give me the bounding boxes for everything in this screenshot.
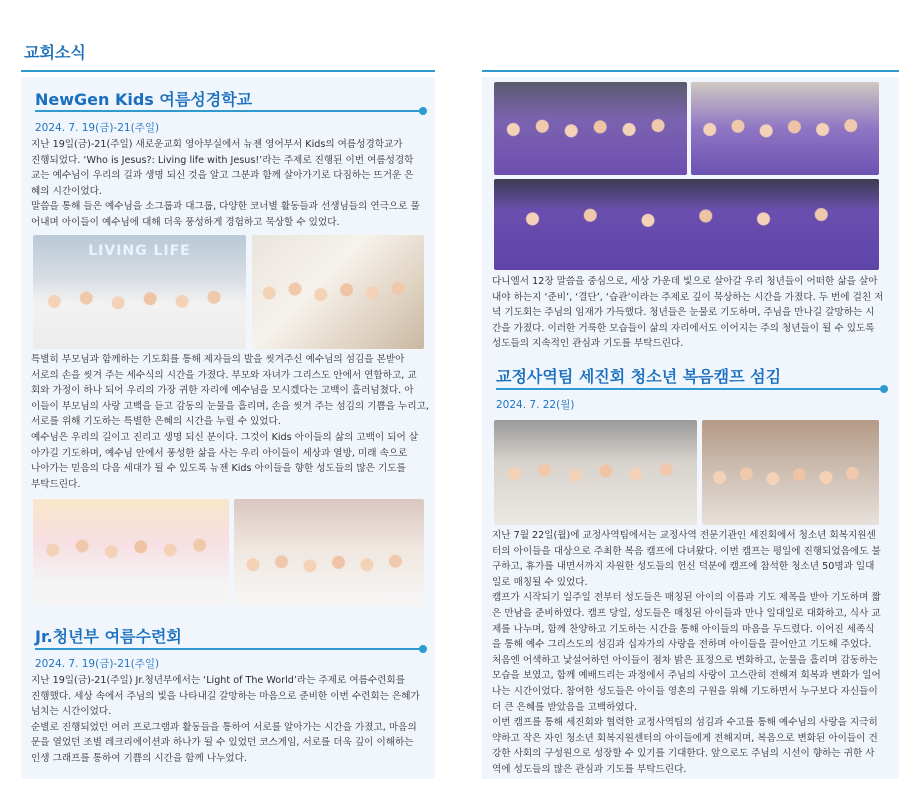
text-line: 강한 사회의 구성원으로 성장할 수 있기를 기대한다. 앞으로도 주님의 시선이 향하는 귀한 사	[492, 748, 875, 760]
camp-title-rule	[496, 388, 884, 390]
text-line: 을 통해 예수 그리스도의 섬김과 십자가의 사랑을 전하며 아이들을 끌어안고 기도해 주었다.	[492, 639, 872, 651]
youth-group-figures-1	[494, 110, 687, 175]
camp-group-figures	[494, 452, 697, 526]
text-line: 특별히 부모님과 함께하는 기도회를 통해 제자들의 발을 씻겨주신 예수님의 섬김을 본받아	[31, 354, 405, 365]
text-line: 넘치는 시간이었다.	[31, 706, 112, 718]
top-rule-right	[482, 70, 899, 72]
text-line: 성도들의 지속적인 관심과 기도를 부탁드린다.	[492, 338, 684, 350]
youth-article-date: 2024. 7. 19(금)-21(주일)	[35, 658, 160, 670]
text-line: 모습을 보였고, 함께 예배드리는 과정에서 주님의 사랑이 고스란히 전해져 회복과 변화가 일어	[492, 670, 881, 682]
text-line: 내야 하는지 ‘준비’, ‘결단’, ‘습관’이라는 주제로 깊이 묵상하는 시간을 가졌다. 두 번에 걸친 저	[492, 291, 884, 303]
text-line: 문을 열었던 조별 레크리에이션과 하나가 될 수 있었던 코스게임, 서로를 더욱 깊이 이해하는	[31, 737, 414, 749]
kids-stage-figures	[234, 547, 424, 606]
camp-article-body	[492, 528, 881, 778]
text-line: 서로의 손을 씻겨 주는 세수식의 시간을 가졌다. 부모와 자녀가 그리스도 안에서 연합하고, 교	[31, 369, 417, 381]
text-line: 역에 성도들의 많은 관심과 기도를 부탁드린다.	[492, 763, 687, 775]
youth-group-figures-2	[691, 110, 879, 175]
kids-title-rule	[35, 110, 423, 112]
kids-group-figures	[33, 281, 246, 349]
kids-smiling-figures	[33, 526, 229, 606]
text-line: 혜의 시간이었다.	[31, 185, 102, 197]
text-line: 은 만남을 준비하였다. 캠프 당일, 성도들은 매칭된 아이들과 만나 일대일로 대화하고, 식사 교	[492, 607, 881, 619]
text-line: 부탁드린다.	[31, 478, 81, 490]
text-line: 말씀을 통해 들은 예수님을 소그룹과 대그룹, 다양한 코너별 활동들과 선생님들의 연극으로 풀	[31, 201, 420, 213]
camp-group-photo	[494, 420, 697, 525]
text-line: 캠프가 시작되기 일주일 전부터 성도들은 매칭된 아이의 이름과 기도 제목을 받아 기도하며 짧	[492, 592, 881, 604]
youth-article-body	[31, 673, 420, 767]
text-line: 아가길 기도하며, 예수님 안에서 풍성한 삶을 사는 우리 아이들이 세상과 열방, 미래 속으로	[31, 447, 408, 459]
kids-group-photo	[33, 235, 246, 349]
text-line: 이들이 부모님의 사랑 고백을 듣고 감동의 눈물을 흘리며, 손을 씻겨 주는 섬김의 기쁨을 누리고,	[31, 400, 429, 412]
text-line: 간을 가졌다. 이러한 거룩한 모습들이 삶의 자리에서도 이어지는 주의 청년들이 될 수 있도록	[492, 322, 875, 334]
text-line: 나는 시간이었다. 참여한 성도들은 아이들 영혼의 구원을 위해 기도하면서 누구보다 자신들이	[492, 685, 878, 697]
text-line: 더 큰 은혜를 받았음을 고백하였다.	[492, 701, 637, 713]
text-line: 이번 캠프를 통해 세진회와 협력한 교정사역팀의 섬김과 수고를 통해 예수님의 사랑을 지극히	[492, 717, 878, 729]
text-line: 예수님은 우리의 길이고 진리고 생명 되신 분이다. 그것이 Kids 아이들의 삶의 고백이 되어 살	[31, 431, 419, 443]
text-line: 나아가는 믿음의 다음 세대가 될 수 있도록 뉴젠 Kids 아이들을 향한 성도들의 많은 기도를	[31, 463, 406, 475]
right-column	[482, 77, 899, 779]
camp-hall-figures	[702, 457, 879, 525]
text-line: 처음엔 어색하고 낯설어하던 아이들이 점차 밝은 표정으로 변화하고, 눈물을 흘리며 감동하는	[492, 654, 878, 666]
text-line: 일로 매칭될 수 있었다.	[492, 576, 588, 588]
text-line: 진행되었다. ‘Who is Jesus?: Living life with Jesus!’라는 주제로 진행된 이번 여름성경학	[31, 154, 414, 166]
camp-hall-photo	[702, 420, 879, 525]
text-line: 지난 19일(금)-21(주일) 새로운교회 영아부실에서 뉴젠 영어부서 Kids의 여름성경학교가	[31, 139, 403, 150]
youth-article-title: Jr.청년부 여름수련회	[35, 627, 182, 646]
text-line: 서로를 위해 기도하는 특별한 은혜의 시간을 누릴 수 있었다.	[31, 416, 281, 428]
kids-stage-photo	[234, 499, 424, 606]
text-line: 인생 그래프를 통하여 기쁨의 시간을 함께 나누었다.	[31, 752, 247, 764]
text-line: 제를 나누며, 함께 찬양하고 기도하는 시간을 통해 아이들의 마음을 두드렸다. 이어진 세족식	[492, 623, 875, 635]
kids-article-date: 2024. 7. 19(금)-21(주일)	[35, 122, 160, 134]
left-column	[21, 77, 435, 779]
hand-washing-photo	[252, 235, 424, 349]
kids-article-body-2	[31, 352, 429, 492]
camp-article-date: 2024. 7. 22(월)	[496, 399, 575, 411]
text-line: 지난 7월 22일(월)에 교정사역팀에서는 교정사역 전문기관인 세진회에서 청소년 회복지원센	[492, 530, 876, 541]
text-line: 지난 19일(금)-21(주일) Jr.청년부에서는 ‘Light of The World’라는 주제로 여름수련회를	[31, 675, 405, 686]
text-line: 순별로 진행되었던 여러 프로그램과 활동들을 통하여 서로를 알아가는 시간을 가졌고, 마음의	[31, 721, 417, 733]
kids-article-title: NewGen Kids 여름성경학교	[35, 90, 253, 109]
youth-group-photo-1	[494, 82, 687, 175]
youth-full-group-photo	[494, 179, 879, 270]
text-line: 다니엘서 12장 말씀을 중심으로, 세상 가운데 빛으로 살아갈 우리 청년들이 어떠한 삶을 살아	[492, 276, 878, 287]
youth-group-photo-2	[691, 82, 879, 175]
kids-smiling-photo	[33, 499, 229, 606]
kids-article-body-1	[31, 137, 420, 231]
top-rule-left	[21, 70, 435, 72]
youth-title-rule	[35, 648, 423, 650]
text-line: 진행했다. 세상 속에서 주님의 빛을 나타내길 갈망하는 마음으로 준비한 이번 수련회는 은혜가	[31, 690, 420, 702]
text-line: 구하고, 휴가를 내면서까지 자원한 성도들의 헌신 덕분에 캠프에 참석한 청소년 50명과 일대	[492, 561, 875, 573]
section-title: 교회소식	[24, 43, 86, 62]
hand-washing-figures	[252, 269, 424, 349]
text-line: 교는 예수님이 우리의 길과 생명 되신 것을 알고 그분과 함께 살아가기로 다짐하는 뜨거운 은	[31, 170, 414, 182]
text-line: 약하고 작은 자인 청소년 회복지원센터의 아이들에게 전해지며, 복음으로 변화된 아이들이 건	[492, 732, 878, 744]
camp-article-title: 교정사역팀 세진회 청소년 복음캠프 섬김	[496, 367, 782, 386]
text-line: 회와 가정이 하나 되어 우리의 가장 귀한 자리에 예수님을 모시겠다는 고백이 흘러넘쳤다. 아	[31, 385, 414, 397]
kids-photo-banner-text: LIVING LIFE	[88, 243, 191, 259]
text-line: 터의 아이들을 대상으로 주최한 복음 캠프에 다녀왔다. 이번 캠프는 평일에 진행되었음에도 불	[492, 545, 881, 557]
youth-article-body-continued	[492, 274, 883, 352]
text-line: 어내며 아이들이 예수님에 대해 더욱 풍성하게 경험하고 묵상할 수 있었다.	[31, 216, 340, 228]
youth-full-group-figures	[494, 197, 879, 270]
text-line: 녁 기도회는 주님의 임재가 가득했다. 청년들은 눈물로 기도하며, 주님을 만나길 갈망하는 시	[492, 307, 875, 319]
